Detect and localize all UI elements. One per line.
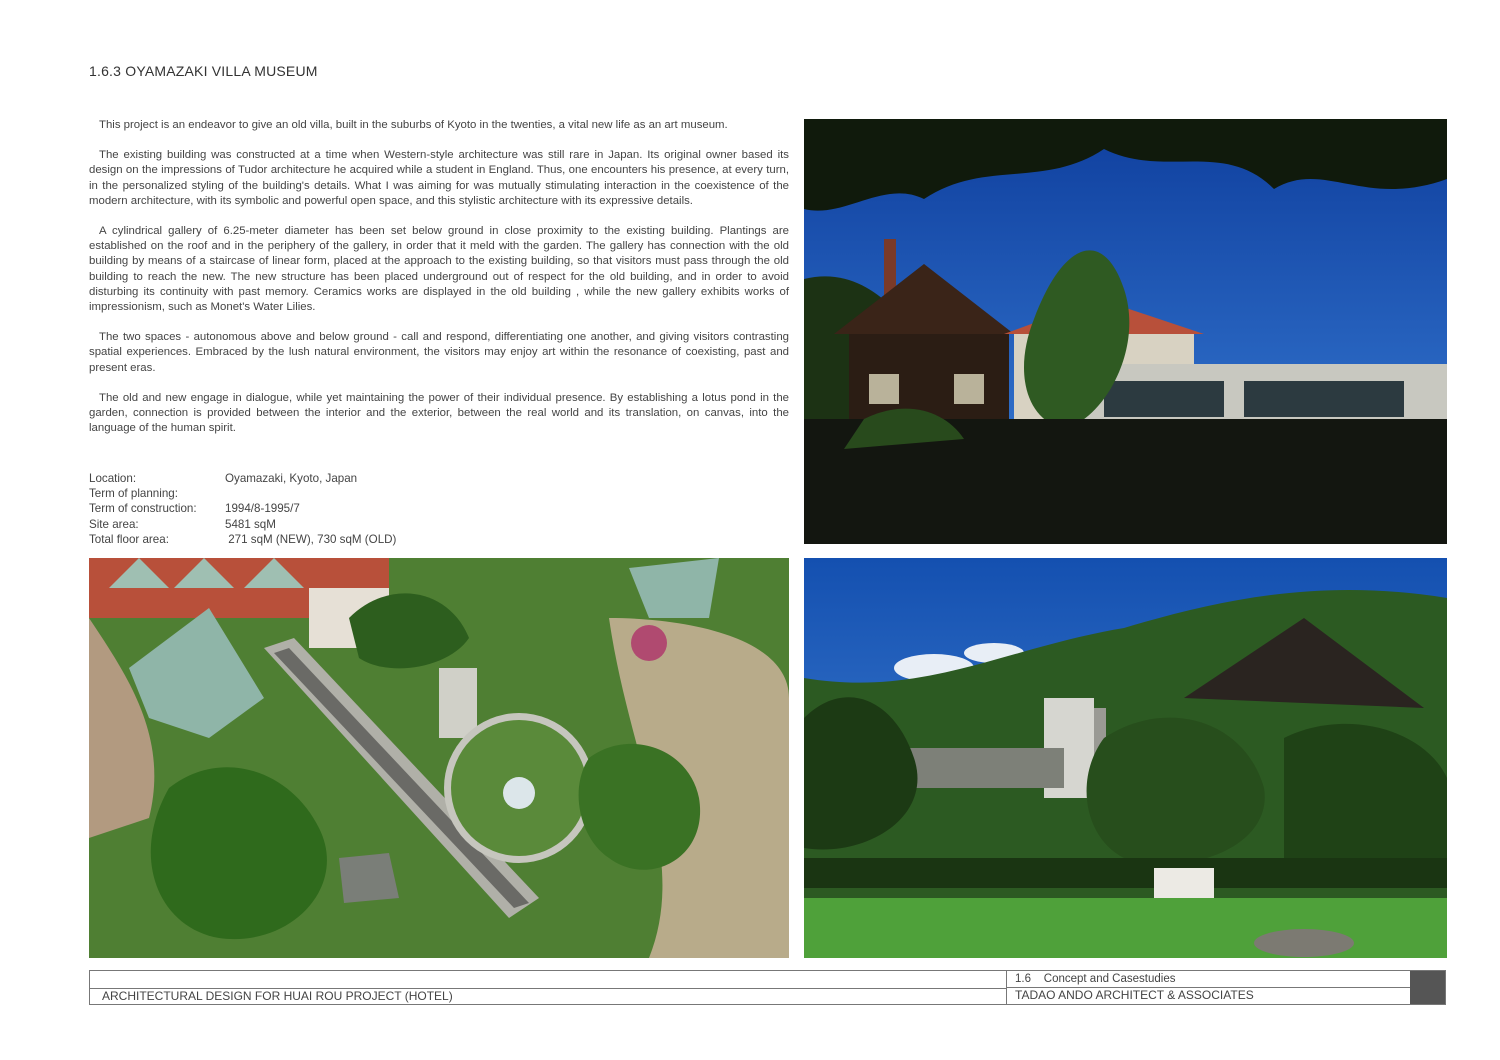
footer-project-title: ARCHITECTURAL DESIGN FOR HUAI ROU PROJECT (HOTEL) (90, 988, 1006, 1005)
fact-label: Term of construction: (89, 502, 197, 516)
paragraph-dialogue: The old and new engage in dialogue, while yet maintaining the power of their individual presence. By establishing a lotus pond in the garden, connection is provided between the interior and the exterior, between the real world and its translation, on canvas, into the language of the human spirit. (89, 391, 789, 435)
paragraph-intro: This project is an endeavor to give an old villa, built in the suburbs of Kyoto in the twenties, a vital new life as an art museum. (99, 119, 728, 131)
page-heading: 1.6.3 OYAMAZAKI VILLA MUSEUM (89, 63, 318, 79)
fact-total-floor-area (89, 532, 489, 547)
paragraph-existing-building: The existing building was constructed at a time when Western-style architecture was still rare in Japan. Its original owner based its design on the impressions of Tudor architecture he acquired while a student in England. Thus, one encounters his presence, at every turn, in the personalized styling of the building's details. What I was aiming for was mutually stimulating interaction in the coexistence of the modern architecture, with its symbolic and powerful open space, and this stylistic architecture with its expressive details. (89, 149, 789, 207)
footer-dark-block (1410, 971, 1445, 1004)
project-facts (89, 471, 489, 547)
fact-label: Location: (89, 472, 137, 485)
footer-section-label: 1.6 Concept and Casestudies (1007, 971, 1411, 988)
fact-value: 271 sqM (NEW), 730 sqM (OLD) (225, 532, 397, 546)
fact-label: Total floor area: (89, 532, 169, 546)
fact-site-area (89, 517, 489, 532)
page-footer (89, 970, 1446, 1005)
fact-label: Site area: (89, 517, 139, 531)
footer-section-info (1006, 971, 1411, 1004)
villa-exterior-photo (804, 119, 1447, 544)
aerial-view-photo (89, 558, 789, 958)
fact-label: Term of planning: (89, 487, 178, 501)
fact-term-of-construction (89, 501, 489, 516)
fact-location (89, 471, 489, 486)
fact-value: 1994/8-1995/7 (225, 502, 300, 516)
paragraph-gallery: A cylindrical gallery of 6.25-meter diameter has been set below ground in close proximity to the existing building. Plantings are established on the roof and in the periphery of the gallery, in order that it meld with the garden. The gallery has connection with the old building by means of a staircase of linear form, placed at the approach to the existing building, so that visitors must pass through the old building to reach the new. The new structure has been placed underground out of respect for the old building, and in order to avoid disturbing its continuity with past memory. Ceramics works are displayed in the old building , while the new gallery exhibits works of impressionism, such as Monet's Water Lilies. (89, 225, 789, 314)
fact-value: Oyamazaki, Kyoto, Japan (225, 472, 358, 485)
fact-value: 5481 sqM (225, 517, 276, 531)
garden-hillside-photo (804, 558, 1447, 958)
fact-term-of-planning (89, 486, 489, 501)
description-text (89, 118, 789, 451)
paragraph-two-spaces: The two spaces - autonomous above and below ground - call and respond, differentiating one another, and giving visitors contrasting spatial experiences. Embraced by the lush natural environment, the visitors may enjoy art within the resonance of coexisting, past and present eras. (89, 331, 789, 374)
footer-architect-label: TADAO ANDO ARCHITECT & ASSOCIATES (1015, 988, 1254, 1002)
